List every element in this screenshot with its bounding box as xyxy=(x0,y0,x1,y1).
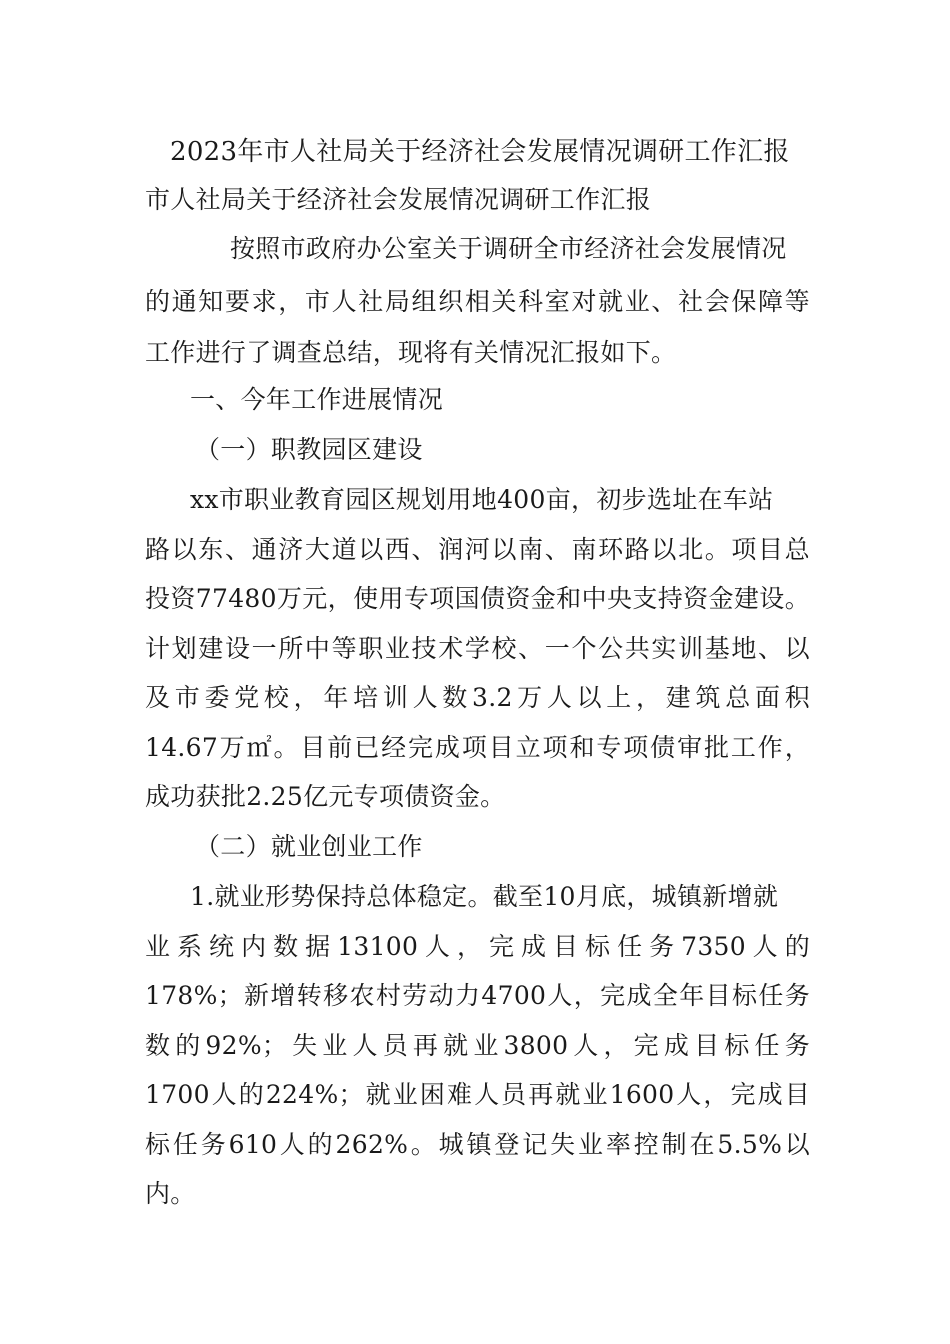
paragraph-line: 1.就业形势保持总体稳定。截至10月底，城镇新增就 xyxy=(190,882,779,911)
intro-line-3: 工作进行了调查总结，现将有关情况汇报如下。 xyxy=(145,338,677,367)
paragraph-line: 成功获批2.25亿元专项债资金。 xyxy=(145,782,506,811)
section-heading: 一、今年工作进展情况 xyxy=(190,385,444,414)
subsection-heading-1: （一）职教园区建设 xyxy=(195,435,423,464)
paragraph-line: 投资77480万元，使用专项国债资金和中央支持资金建设。 xyxy=(145,584,810,613)
paragraph-line: xx市职业教育园区规划用地400亩，初步选址在车站 xyxy=(190,485,774,514)
intro-line-2: 的通知要求，市人社局组织相关科室对就业、社会保障等 xyxy=(145,287,810,316)
intro-line-1: 按照市政府办公室关于调研全市经济社会发展情况 xyxy=(230,234,787,263)
paragraph-line: 14.67万㎡。目前已经完成项目立项和专项债审批工作， xyxy=(145,733,810,762)
document-subtitle: 市人社局关于经济社会发展情况调研工作汇报 xyxy=(145,185,652,214)
paragraph-line: 业系统内数据13100人，完成目标任务7350人的 xyxy=(145,932,810,961)
subsection-heading-2: （二）就业创业工作 xyxy=(195,832,423,861)
paragraph-line: 数的92%；失业人员再就业3800人，完成目标任务 xyxy=(145,1031,810,1060)
document-title: 2023年市人社局关于经济社会发展情况调研工作汇报 xyxy=(170,137,790,167)
paragraph-line: 路以东、通济大道以西、润河以南、南环路以北。项目总 xyxy=(145,535,810,564)
paragraph-line: 内。 xyxy=(145,1179,196,1208)
paragraph-line: 及市委党校，年培训人数3.2万人以上，建筑总面积 xyxy=(145,683,810,712)
paragraph-line: 计划建设一所中等职业技术学校、一个公共实训基地、以 xyxy=(145,634,810,663)
paragraph-line: 标任务610人的262%。城镇登记失业率控制在5.5%以 xyxy=(145,1130,810,1159)
paragraph-line: 1700人的224%；就业困难人员再就业1600人，完成目 xyxy=(145,1080,810,1109)
paragraph-line: 178%；新增转移农村劳动力4700人，完成全年目标任务 xyxy=(145,981,810,1010)
